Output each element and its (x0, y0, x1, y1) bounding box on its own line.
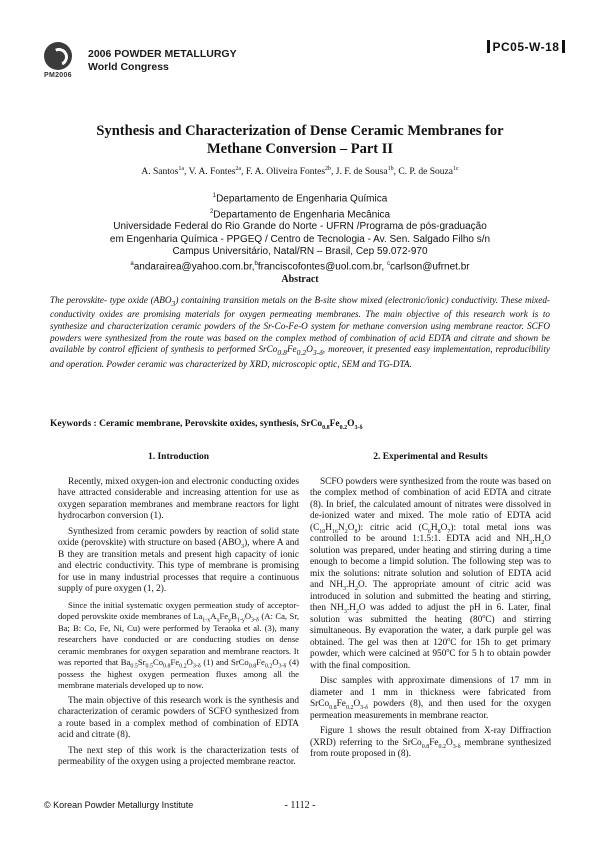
intro-paragraph-3: Since the initial systematic oxygen permeation study of acceptor-doped perovskite oxide membranes of $La_{1-x}A_xFe_yB_{1-y}O_{3-\delta}$ (A: Ca, Sr, Ba; B: Co, Fe, Ni, Cu) were performed by Teraoka et al. (3), many researchers have conducted or are conducting studies on dense ceramic membranes for oxygen separation and membrane reactors. It was reported that $Ba_{0.5}Sr_{0.5}Co_{0.8}Fe_{0.2}O_{3-\delta}$ (1) and $SrCo_{0.8}Fe_{0.2}O_{3-\delta}$ (4) possess the highest oxygen permeation fluxes among all the membrane materials developed up to now. (58, 599, 300, 690)
affiliations (40, 190, 560, 274)
author-sup: 1a (178, 166, 185, 172)
affiliation-line: Universidade Federal do Rio Grande do Norte - UFRN /Programa de pós-graduação (113, 221, 487, 233)
code-bar-right (562, 40, 565, 53)
author-name: J. F. de Sousa (335, 167, 388, 178)
email-line (40, 258, 560, 274)
keywords-label: Keywords : (50, 419, 97, 429)
affil-sup: 2 (209, 208, 214, 215)
abstract-body: The perovskite- type oxide $(ABO_3)$ containing transition metals on the B-site show mixed (electronic/ionic) conductivity. These mixed-conductivity oxides are promising materials for oxygen permeating membranes. The main objective of this research work is to synthesize and characterization ceramic powders of the Sr-Co-Fe-O system for methane conversion using membrane reactor. SCFO powders were synthesized from the route was based on the complex method of combination of acid EDTA and citrate and shown be available by control efficient of synthesis to performed $SrCo_{0.8}Fe_{0.2}O_{3-\delta}$, moreover, it presented easy implementation, reproducibility and operation. Powder ceramic was characterized by XRD, microscopic optic, SEM and TG-DTA. (50, 295, 550, 369)
experimental-paragraph-1: SCFO powders were synthesized from the route was based on the complex method of combination of acid EDTA and citrate (8). In brief, the calculated amount of nitrates were dissolved in de-ionized water and mixed. The mole ratio of EDTA acid $(C_{10}H_{16}N_2O_8)$: citric acid $(C_6H_8O_7)$: total metal ions was controlled to be around 1:1.5:1. EDTA acid and $NH_3.H_2O$ solution was prepared, under heating and stirring during a time enough to become a limpid solution. The following step was to mix the solutions: nitrate solution and solution of EDTA acid and $NH_3.H_2O$. The appropriate amount of citric acid was introduced in solution and submitted the heating and stirring, then $NH_3.H_2O$ was added to adjust the pH in 6. Later, final solution was submitted the heating (80$^o$C) and stirring simultaneous. By evaporation the water, a dark purple gel was obtained. The gel was then at 120$^o$C for 15h to get primary powder, which were calcined at 950$^o$C for 5 h to obtain powder with the final composition. (310, 476, 552, 671)
conference-line-2: World Congress (88, 61, 169, 73)
abstract-heading: Abstract (281, 274, 319, 285)
author-name: A. Santos (141, 167, 179, 178)
author-list: A. Santos$^{1a}$, V. A. Fontes$^{2a}$, F. A. Oliveira Fontes$^{2b}$, J. F. de Sousa$^{1b}$, C. P. de Souza$^{1c}$ (141, 166, 459, 178)
intro-paragraph-4: The main objective of this research work is the synthesis and characterization of ceramic powders of SCFO synthesized from a route based in a complex method of combination of EDTA acid and citrate (8). (58, 695, 299, 740)
affiliation-line: Campus Universitário, Natal/RN – Brasil, Cep 59.072-970 (172, 245, 428, 257)
author-sup: 2b (325, 166, 332, 172)
author-name: C. P. de Souza (398, 167, 453, 178)
intro-paragraph-5: The next step of this work is the characterization tests of permeability of the oxygen using a projected membrane reactor. (58, 745, 299, 767)
page-number: - 1112 - (284, 800, 316, 811)
email-sup: b (254, 261, 258, 268)
logo-text: PM2006 (44, 72, 72, 79)
email-b[interactable]: franciscofontes@uol.com.br, (257, 261, 385, 273)
conference-name (88, 48, 237, 74)
experimental-column (310, 452, 551, 765)
author-sup: 2a (235, 166, 242, 172)
keywords: Keywords : Ceramic membrane, Perovskite oxides, synthesis, $SrCo_{0.8}Fe_{0.2}O_{3-\delta}$ (50, 419, 363, 431)
paper-title (40, 122, 560, 158)
email-sup: a (130, 261, 134, 268)
email-a[interactable]: andarairea@yahoo.com.br, (133, 261, 255, 273)
affiliation-line (40, 206, 560, 222)
author-sup: 1b (387, 166, 394, 172)
affil-text: Departamento de Engenharia Química (216, 193, 388, 205)
pm2006-logo (44, 42, 74, 84)
intro-paragraph-1: Recently, mixed oxygen-ion and electronic conducting oxides have attracted considerable and increasing attention for use as oxygen separation membranes and membrane reactors for light hydrocarbon conversion (1). (58, 476, 299, 521)
paper-code-text: PC05-W-18 (492, 40, 560, 54)
title-line-1: Synthesis and Characterization of Dense Ceramic Membranes for (96, 123, 504, 139)
introduction-column (58, 452, 299, 773)
affil-text: Departamento de Engenharia Mecânica (213, 208, 391, 220)
email-c[interactable]: carlson@ufrnet.br (389, 261, 470, 273)
conference-line-1: 2006 POWDER METALLURGY (88, 48, 237, 60)
experimental-paragraph-2: Disc samples with approximate dimensions of 17 mm in diameter and 1 mm in thickness were fabricated from $SrCo_{0.8}Fe_{0.2}O_{3-\delta}$ powders (8), and then used for the oxygen permeation measurements in membrane reactor. (310, 676, 551, 721)
experimental-heading: 2. Experimental and Results (373, 452, 488, 462)
author-name: F. A. Oliveira Fontes (245, 167, 326, 178)
experimental-paragraph-3: Figure 1 shows the result obtained from X-ray Diffraction (XRD) referring to the $SrCo_{0.8}Fe_{0.2}O_{3-\delta}$ membrane synthesized from route proposed in (8). (310, 726, 551, 759)
title-line-2: Methane Conversion – Part II (206, 141, 394, 157)
intro-paragraph-2: Synthesized from ceramic powders by reaction of solid state oxide (perovskite) with structure on based $(ABO_3)$, where A and B they are transition metals and present high capacity of ionic and electric conductivity. This type of membrane is promising for use in many industrial processes that require a continuous supply of pure oxygen (1, 2). (58, 526, 299, 594)
author-sup: 1c (452, 166, 459, 172)
paper-code (484, 40, 568, 54)
affiliation-line: em Engenharia Química - PPGEQ / Centro de Tecnologia - Av. Sen. Salgado Filho s/n (109, 233, 491, 245)
author-name: V. A. Fontes (188, 167, 236, 178)
affiliation-line (40, 190, 560, 206)
affil-sup: 1 (212, 193, 217, 199)
email-sup: c (386, 261, 390, 268)
code-bar-left (487, 40, 490, 53)
introduction-heading: 1. Introduction (147, 452, 210, 462)
copyright-footer: © Korean Powder Metallurgy Institute (44, 800, 194, 810)
